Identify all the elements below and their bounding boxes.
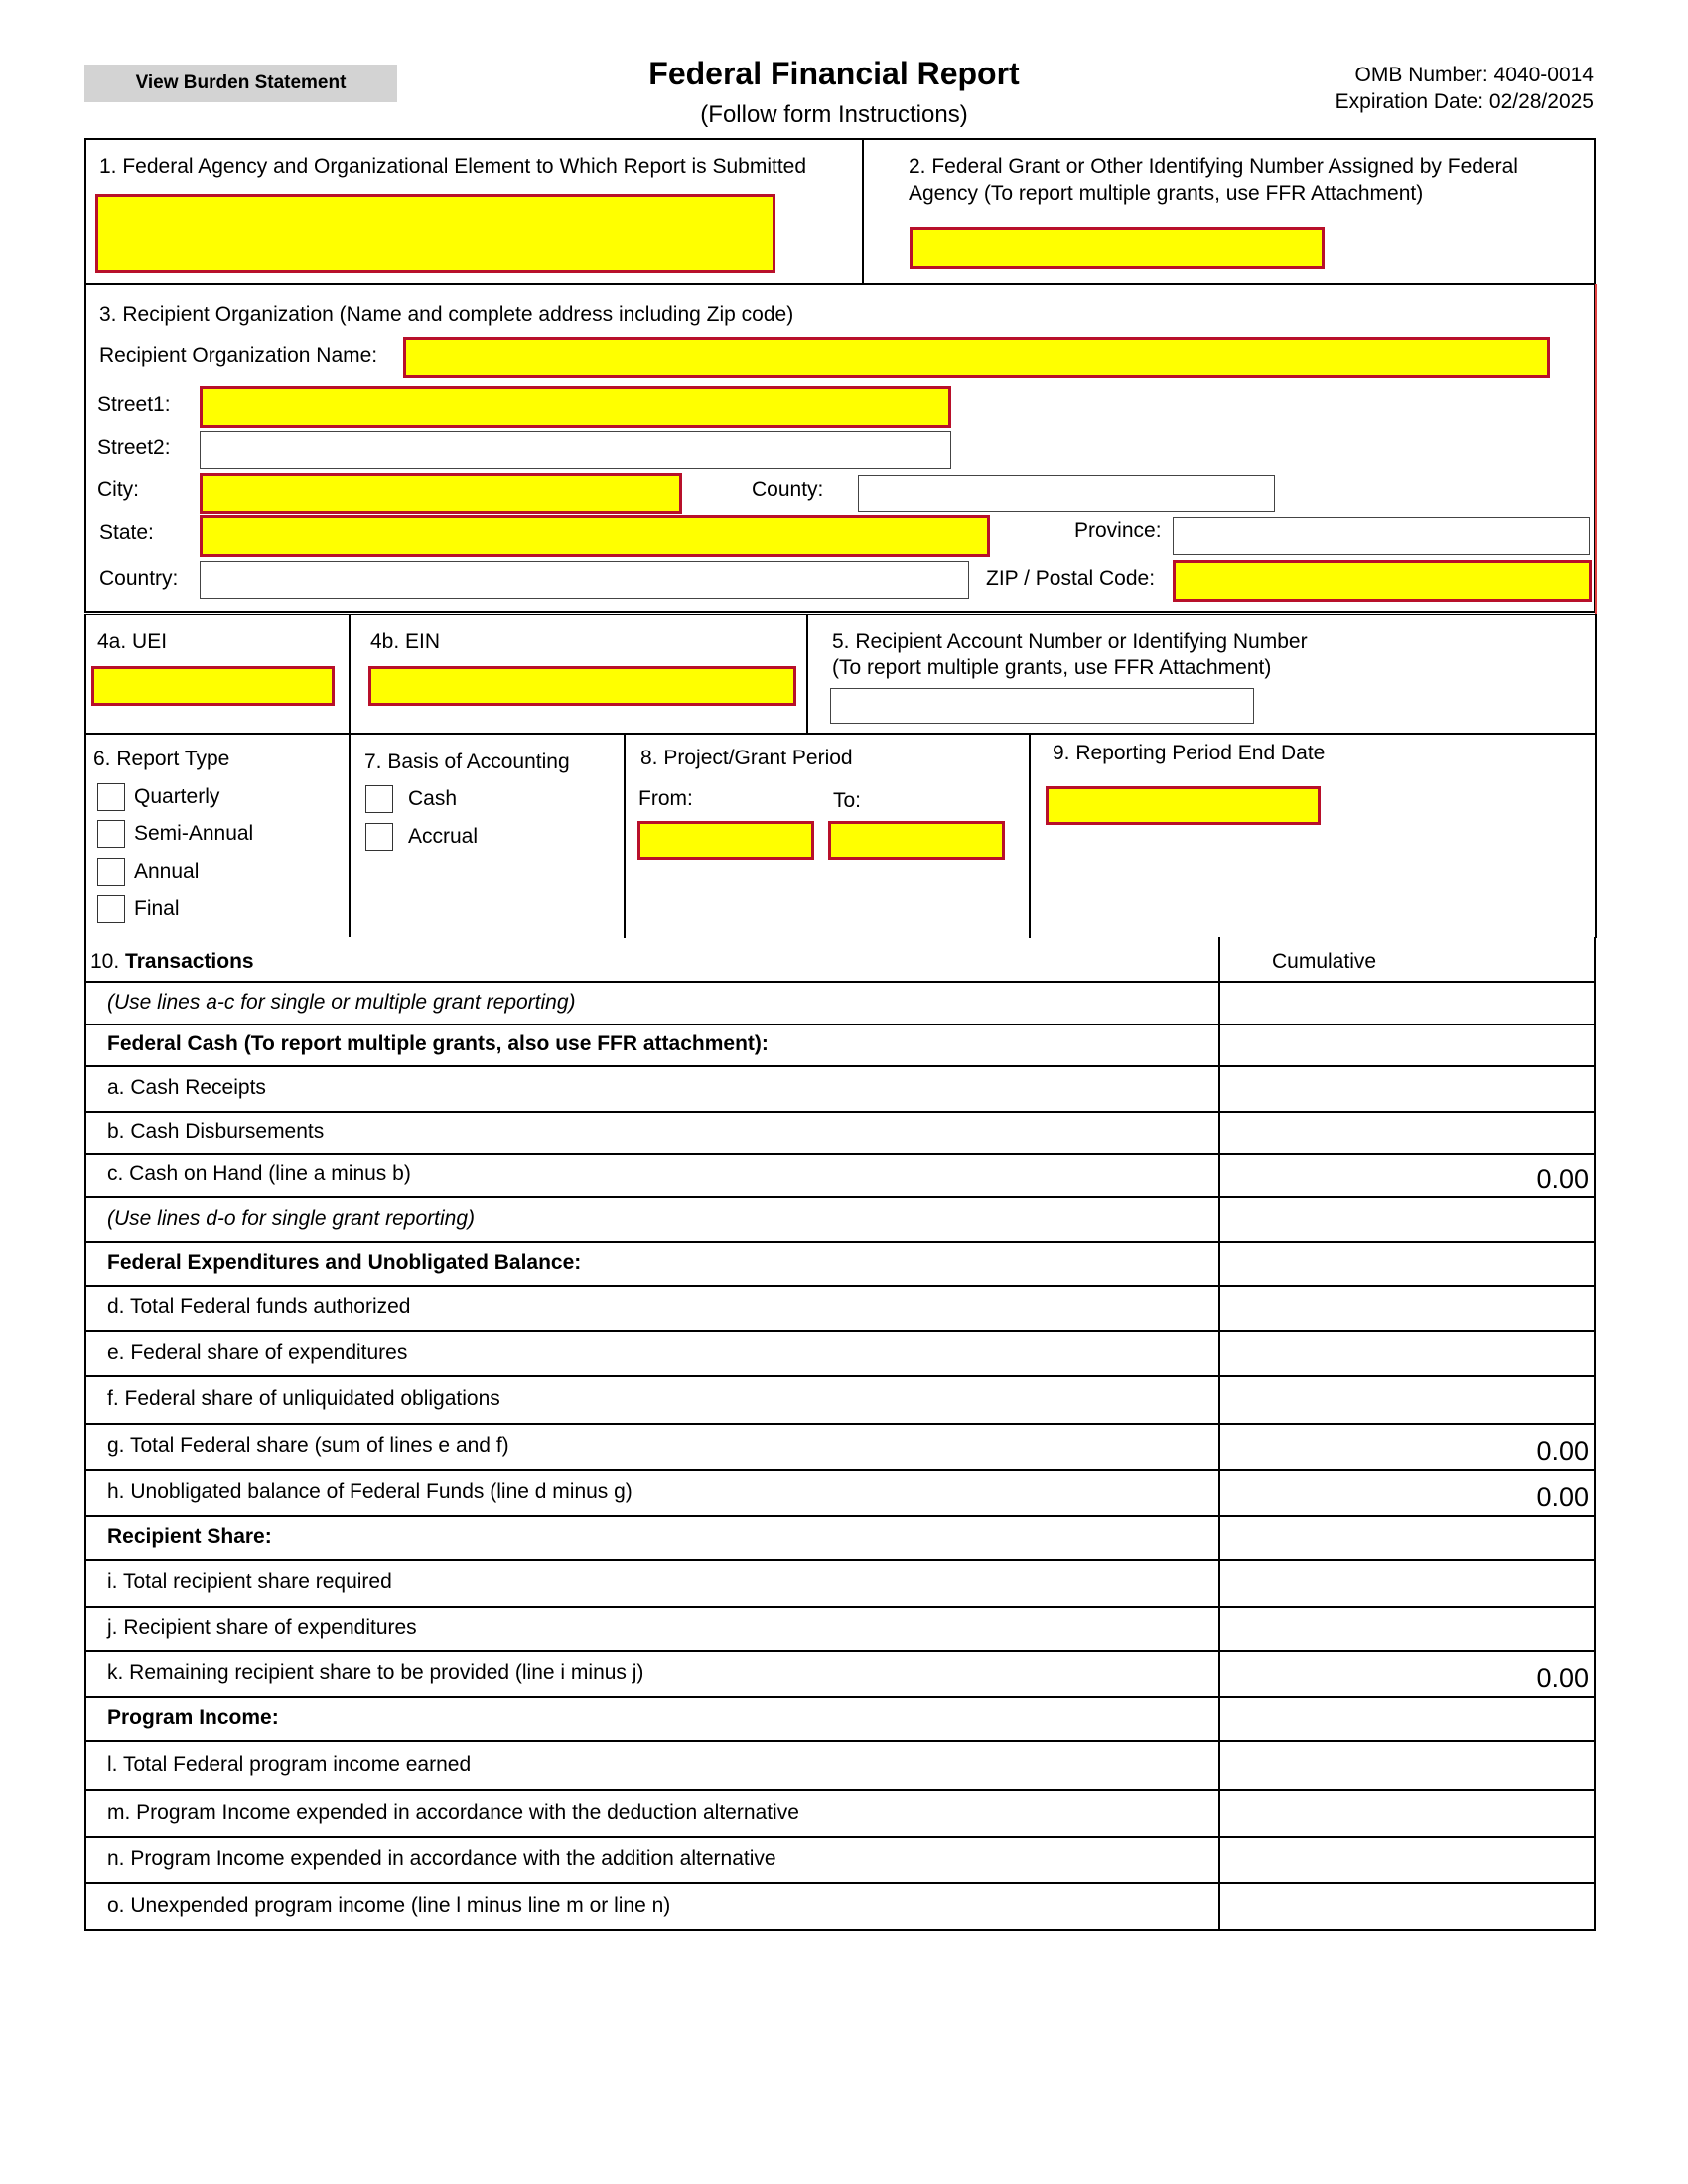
transaction-row-label: Federal Cash (To report multiple grants, also use FFR attachment): bbox=[107, 1032, 769, 1055]
transaction-row-label: c. Cash on Hand (line a minus b) bbox=[107, 1162, 411, 1185]
cumulative-amount-field[interactable] bbox=[1220, 1741, 1594, 1788]
transaction-row-label: f. Federal share of unliquidated obligations bbox=[107, 1387, 500, 1410]
box2-label: 2. Federal Grant or Other Identifying Number Assigned by Federal bbox=[909, 155, 1518, 178]
country-label: Country: bbox=[99, 567, 179, 590]
org-name-field[interactable] bbox=[403, 337, 1550, 378]
divider bbox=[84, 733, 1596, 735]
semi-annual-label: Semi-Annual bbox=[134, 822, 254, 845]
county-label: County: bbox=[752, 478, 824, 501]
cumulative-amount-field[interactable] bbox=[1220, 1607, 1594, 1649]
cash-checkbox[interactable] bbox=[365, 785, 393, 813]
city-label: City: bbox=[97, 478, 139, 501]
ein-field[interactable] bbox=[368, 666, 796, 706]
cumulative-amount-field[interactable] bbox=[1220, 1837, 1594, 1881]
project-period-label: 8. Project/Grant Period bbox=[640, 747, 853, 769]
box5-label: 5. Recipient Account Number or Identifying Number bbox=[832, 630, 1308, 653]
box2-label: Agency (To report multiple grants, use FFR Attachment) bbox=[909, 182, 1424, 205]
cumulative-amount-field[interactable] bbox=[1220, 1242, 1594, 1284]
transaction-row-label: d. Total Federal funds authorized bbox=[107, 1296, 411, 1318]
zip-field[interactable] bbox=[1173, 560, 1592, 602]
transactions-heading: Transactions bbox=[125, 950, 254, 973]
divider bbox=[84, 283, 1596, 285]
transaction-row-label: m. Program Income expended in accordance with the deduction alternative bbox=[107, 1800, 799, 1824]
transaction-row-label: e. Federal share of expenditures bbox=[107, 1340, 408, 1364]
transactions-title bbox=[90, 949, 254, 975]
ein-label: 4b. EIN bbox=[370, 630, 441, 653]
transaction-row-label: h. Unobligated balance of Federal Funds (line d minus g) bbox=[107, 1480, 633, 1503]
box3-label: 3. Recipient Organization (Name and complete address including Zip code) bbox=[99, 303, 794, 326]
uei-field[interactable] bbox=[91, 666, 335, 706]
cumulative-amount-field[interactable] bbox=[1220, 1516, 1594, 1558]
omb-number: OMB Number: 4040-0014 bbox=[1354, 64, 1594, 86]
transaction-row-label: Recipient Share: bbox=[107, 1525, 272, 1548]
city-field[interactable] bbox=[200, 473, 682, 514]
transaction-row-label: l. Total Federal program income earned bbox=[107, 1752, 472, 1776]
divider bbox=[1595, 614, 1597, 938]
state-field[interactable] bbox=[200, 515, 990, 557]
county-field[interactable] bbox=[858, 475, 1275, 512]
uei-label: 4a. UEI bbox=[97, 630, 168, 653]
final-checkbox[interactable] bbox=[97, 895, 125, 923]
accrual-label: Accrual bbox=[408, 825, 479, 848]
transaction-row-label: a. Cash Receipts bbox=[107, 1076, 266, 1099]
state-label: State: bbox=[99, 521, 154, 544]
cumulative-amount-field[interactable] bbox=[1220, 1883, 1594, 1928]
cumulative-amount-field[interactable] bbox=[1220, 1112, 1594, 1152]
street1-label: Street1: bbox=[97, 393, 171, 416]
transaction-row-label: Program Income: bbox=[107, 1706, 279, 1729]
reporting-period-end-label: 9. Reporting Period End Date bbox=[1053, 742, 1326, 764]
to-label: To: bbox=[833, 789, 862, 812]
cumulative-value: 0.00 bbox=[1536, 1435, 1589, 1466]
quarterly-label: Quarterly bbox=[134, 785, 220, 808]
cumulative-amount-field[interactable] bbox=[1220, 1197, 1594, 1240]
expiration-date: Expiration Date: 02/28/2025 bbox=[1335, 90, 1594, 113]
recipient-account-number-field[interactable] bbox=[830, 688, 1254, 724]
transaction-row-label: g. Total Federal share (sum of lines e and f) bbox=[107, 1433, 509, 1457]
divider bbox=[806, 614, 808, 734]
divider bbox=[84, 614, 1596, 615]
semi-annual-checkbox[interactable] bbox=[97, 820, 125, 848]
cumulative-amount-field[interactable] bbox=[1220, 982, 1594, 1023]
from-label: From: bbox=[638, 787, 693, 810]
transaction-row-label: (Use lines a-c for single or multiple grant reporting) bbox=[107, 990, 576, 1014]
view-burden-statement-button[interactable]: View Burden Statement bbox=[84, 65, 397, 102]
period-from-field[interactable] bbox=[637, 821, 814, 860]
basis-of-accounting-label: 7. Basis of Accounting bbox=[364, 751, 570, 773]
transaction-row-label: j. Recipient share of expenditures bbox=[107, 1616, 417, 1639]
accrual-checkbox[interactable] bbox=[365, 823, 393, 851]
form-title: Federal Financial Report bbox=[648, 56, 1020, 91]
province-field[interactable] bbox=[1173, 517, 1590, 555]
annual-checkbox[interactable] bbox=[97, 858, 125, 886]
street1-field[interactable] bbox=[200, 386, 951, 428]
cumulative-value: 0.00 bbox=[1536, 1482, 1589, 1512]
cumulative-amount-field[interactable] bbox=[1220, 1376, 1594, 1422]
country-field[interactable] bbox=[200, 561, 969, 599]
divider bbox=[1595, 284, 1597, 614]
cumulative-value: 0.00 bbox=[1536, 1164, 1589, 1194]
box1-label: 1. Federal Agency and Organizational Element to Which Report is Submitted bbox=[99, 155, 807, 178]
transaction-row-label: Federal Expenditures and Unobligated Balance: bbox=[107, 1251, 582, 1274]
cumulative-amount-field[interactable] bbox=[1220, 1331, 1594, 1374]
province-label: Province: bbox=[1074, 519, 1162, 542]
divider bbox=[1029, 734, 1031, 938]
transaction-row-label: i. Total recipient share required bbox=[107, 1570, 392, 1593]
divider bbox=[862, 138, 864, 284]
form-subtitle: (Follow form Instructions) bbox=[700, 101, 968, 128]
cumulative-amount-field[interactable] bbox=[1220, 1790, 1594, 1835]
federal-agency-field[interactable] bbox=[95, 194, 775, 273]
cumulative-amount-field[interactable] bbox=[1220, 1560, 1594, 1605]
transaction-row-label: b. Cash Disbursements bbox=[107, 1120, 325, 1143]
transaction-row-label: (Use lines d-o for single grant reporting) bbox=[107, 1206, 476, 1230]
zip-label: ZIP / Postal Code: bbox=[986, 567, 1156, 590]
cumulative-amount-field[interactable] bbox=[1220, 1024, 1594, 1064]
transaction-row-label: o. Unexpended program income (line l minus line m or line n) bbox=[107, 1893, 671, 1917]
cumulative-amount-field[interactable] bbox=[1220, 1286, 1594, 1329]
street2-field[interactable] bbox=[200, 431, 951, 469]
federal-grant-number-field[interactable] bbox=[910, 227, 1325, 269]
annual-label: Annual bbox=[134, 860, 200, 883]
quarterly-checkbox[interactable] bbox=[97, 783, 125, 811]
transaction-row-label: k. Remaining recipient share to be provided (line i minus j) bbox=[107, 1661, 644, 1684]
report-type-label: 6. Report Type bbox=[93, 748, 230, 770]
box5-label: (To report multiple grants, use FFR Attachment) bbox=[832, 656, 1272, 679]
street2-label: Street2: bbox=[97, 436, 171, 459]
cash-label: Cash bbox=[408, 787, 458, 810]
divider bbox=[624, 734, 626, 938]
transaction-row-label: n. Program Income expended in accordance with the addition alternative bbox=[107, 1846, 776, 1870]
reporting-period-end-field[interactable] bbox=[1046, 786, 1321, 825]
cumulative-value: 0.00 bbox=[1536, 1663, 1589, 1693]
divider bbox=[84, 614, 86, 938]
cumulative-amount-field[interactable] bbox=[1220, 1697, 1594, 1739]
final-label: Final bbox=[134, 897, 180, 920]
period-to-field[interactable] bbox=[828, 821, 1005, 860]
transactions-prefix: 10. bbox=[90, 950, 120, 973]
org-name-label: Recipient Organization Name: bbox=[99, 344, 378, 367]
cumulative-header: Cumulative bbox=[1272, 950, 1377, 973]
cumulative-amount-field[interactable] bbox=[1220, 1066, 1594, 1110]
divider bbox=[349, 614, 351, 937]
